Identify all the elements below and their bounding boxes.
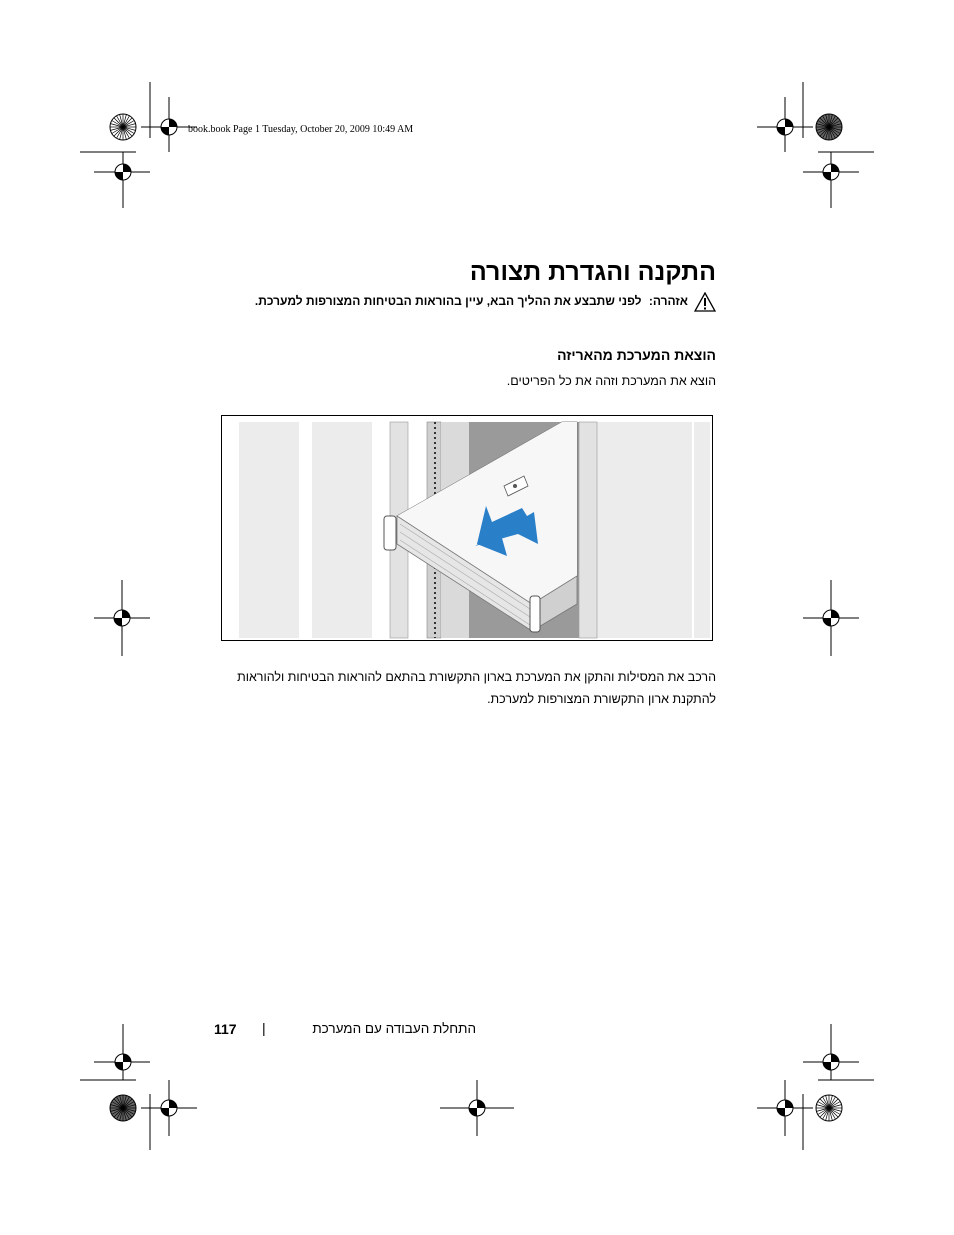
- warning-message: לפני שתבצע את ההליך הבא, עיין בהוראות הבטיחות המצורפות למערכת.: [254, 294, 642, 308]
- footer-section-title: התחלת העבודה עם המערכת: [312, 1021, 476, 1036]
- rack-server-illustration: [222, 416, 712, 640]
- unpack-paragraph: הוצא את המערכת וזהה את כל הפריטים.: [506, 374, 716, 388]
- warning-text-block: [255, 292, 688, 310]
- page-number: 117: [214, 1021, 237, 1037]
- book-info-header: book.book Page 1 Tuesday, October 20, 2009 10:49 AM: [188, 124, 414, 135]
- footer-separator: |: [262, 1020, 266, 1036]
- page-title: התקנה והגדרת תצורה: [469, 258, 716, 286]
- rack-install-paragraph: הרכב את המסילות והתקן את המערכת בארון התקשורת בהתאם להוראות הבטיחות ולהוראות להתקנת ארון התקשורת המצורפות למערכת.: [237, 670, 716, 706]
- section-heading: הוצאת המערכת מהאריזה: [557, 347, 716, 363]
- rack-installation-figure: [221, 415, 713, 641]
- warning-label: אזהרה:: [648, 294, 688, 308]
- warning-triangle-icon: [694, 292, 716, 312]
- warning-notice: [196, 292, 716, 312]
